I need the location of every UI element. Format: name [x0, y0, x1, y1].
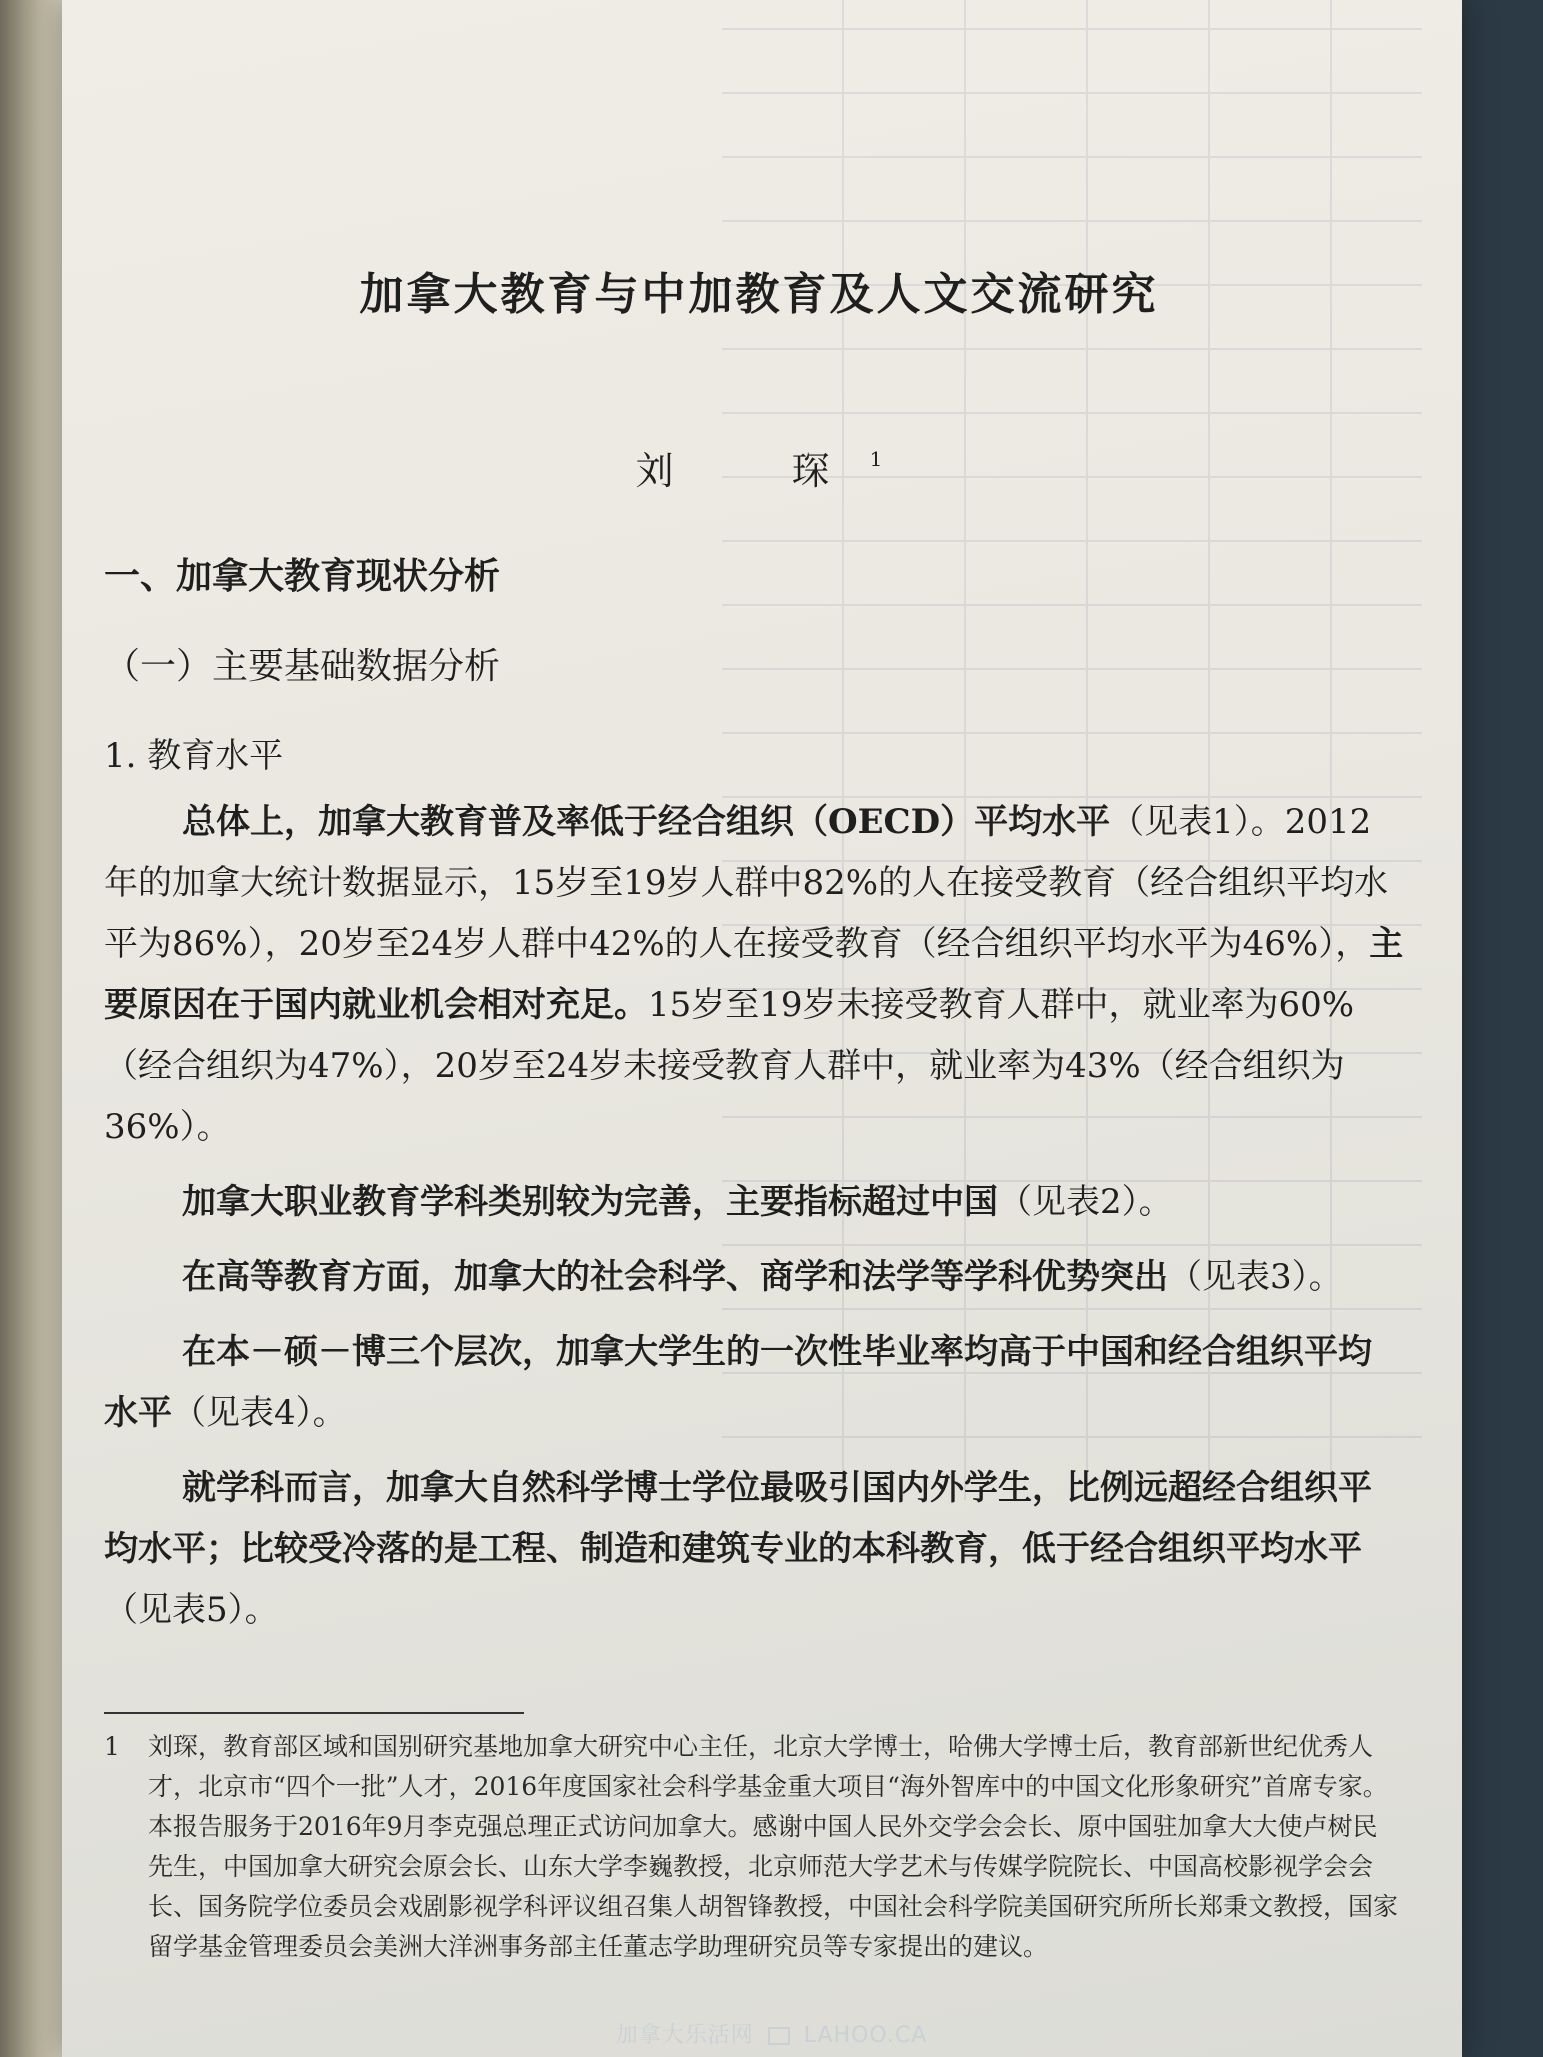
footnote-divider	[104, 1712, 524, 1714]
p5-bold: 就学科而言，加拿大自然科学博士学位最吸引国内外学生，比例远超经合组织平均水平；比较受冷落的是工程、制造和建筑专业的本科教育，低于经合组织平均水平	[104, 1468, 1372, 1569]
watermark-site-cn: 加拿大乐活网	[615, 2023, 754, 2048]
p5-text: （见表5）。	[104, 1590, 279, 1630]
author-name	[104, 440, 1414, 495]
article-title: 加拿大教育与中加教育及人文交流研究	[359, 269, 1159, 320]
footnote-text: 刘琛，教育部区域和国别研究基地加拿大研究中心主任，北京大学博士，哈佛大学博士后，教育部新世纪优秀人才，北京市“四个一批”人才，2016年度国家社会科学基金重大项目“海外智库中的中国文化形象研究”首席专家。本报告服务于2016年9月李克强总理正式访问加拿大。感谢中国人民外交学会会长、原中国驻加拿大大使卢树民先生，中国加拿大研究会原会长、山东大学李巍教授，北京师范大学艺术与传媒学院院长、中国高校影视学会会长、国务院学位委员会戏剧影视学科评议组召集人胡智锋教授，中国社会科学院美国研究所所长郑秉文教授，国家留学基金管理委员会美洲大洋洲事务部主任董志学助理研究员等专家提出的建议。	[148, 1732, 1399, 1961]
author-text: 刘 琛	[635, 449, 870, 493]
body-text	[104, 792, 1404, 1655]
watermark-site-en: LAHOO.CA	[803, 2023, 928, 2048]
footnote-number: 1	[104, 1732, 120, 1761]
paragraph-5	[104, 1458, 1404, 1641]
p4-text: （见表4）。	[172, 1393, 347, 1433]
watermark-logo-icon	[768, 2027, 790, 2045]
section-heading: 一、加拿大教育现状分析	[104, 555, 501, 597]
p3-bold: 在高等教育方面，加拿大的社会科学、商学和法学等学科优势突出	[182, 1257, 1168, 1297]
p2-text: （见表2）。	[998, 1182, 1173, 1222]
p4-bold: 在本－硕－博三个层次，加拿大学生的一次性毕业率均高于中国和经合组织平均水平	[104, 1332, 1372, 1433]
page-content	[104, 0, 1414, 2057]
author-footnote-marker: 1	[869, 447, 883, 471]
paragraph-1	[104, 792, 1404, 1158]
paragraph-2	[104, 1172, 1404, 1233]
p2-bold: 加拿大职业教育学科类别较为完善，主要指标超过中国	[182, 1182, 998, 1222]
p1-bold-2: 主要原因在于国内就业机会相对充足。	[104, 924, 1404, 1025]
p1-bold: 总体上，加拿大教育普及率低于经合组织（OECD）平均水平	[182, 802, 1111, 842]
paragraph-4	[104, 1322, 1404, 1444]
book-spine	[0, 0, 70, 2057]
watermark	[0, 2018, 1543, 2049]
book-page	[62, 0, 1462, 2057]
p1-text-2: 15岁至19岁未接受教育人群中，就业率为60%（经合组织为47%），20岁至24岁未接受教育人群中，就业率为43%（经合组织为36%）。	[104, 985, 1355, 1147]
p1-text: （见表1）。2012年的加拿大统计数据显示，15岁至19岁人群中82%的人在接受教育（经合组织平均水平为86%），20岁至24岁人群中42%的人在接受教育（经合组织平均水平为46%），	[104, 802, 1389, 964]
subsection-heading: （一）主要基础数据分析	[104, 646, 501, 687]
sub-subsection-heading: 1. 教育水平	[104, 736, 284, 776]
p3-text: （见表3）。	[1168, 1257, 1343, 1297]
paragraph-3	[104, 1247, 1404, 1308]
